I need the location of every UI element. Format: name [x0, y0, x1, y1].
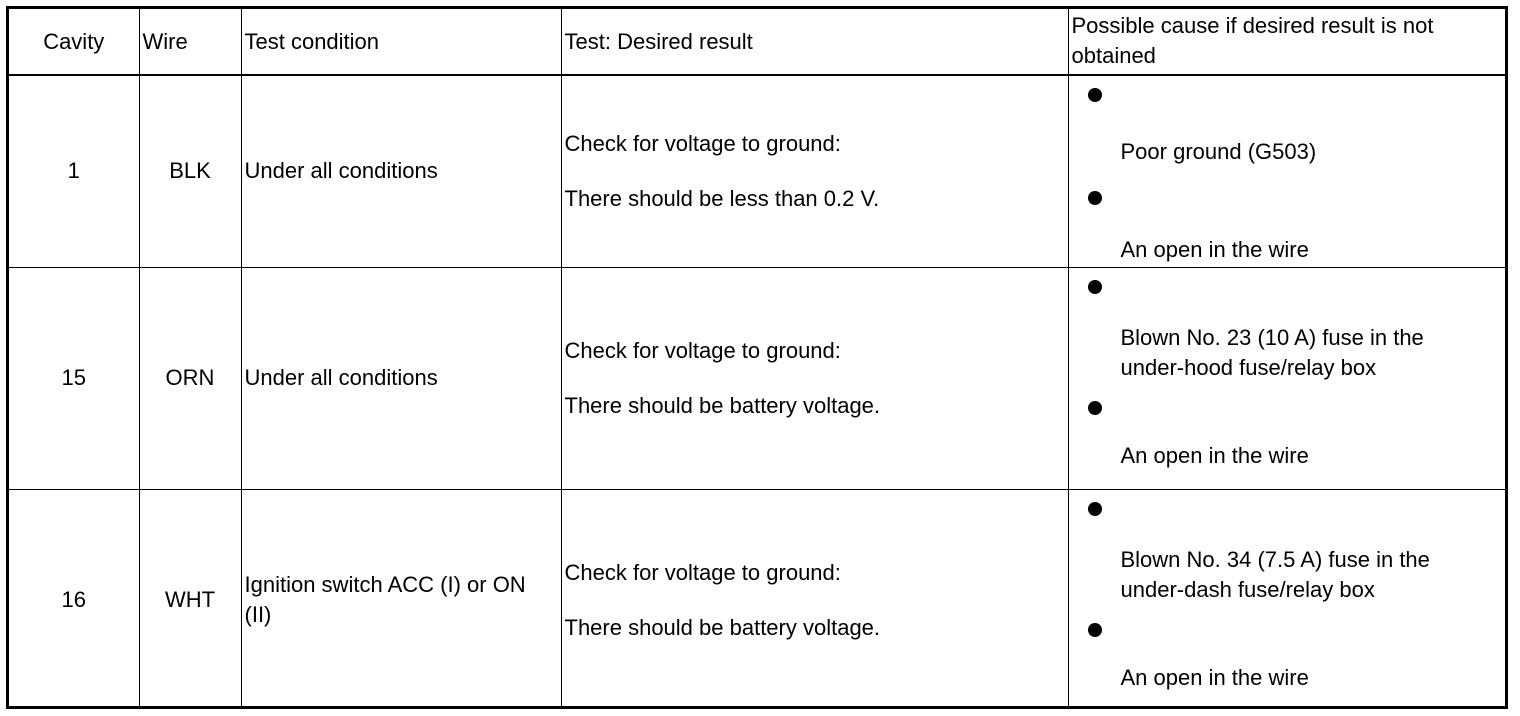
bullet-icon: [1088, 88, 1102, 102]
test-condition-cell: [241, 75, 561, 267]
cause-text: Poor ground (G503): [1120, 139, 1317, 164]
possible-cause-cell: [1068, 75, 1505, 267]
result-check-text: Check for voltage to ground:: [564, 130, 841, 156]
bullet-icon: [1088, 623, 1102, 637]
result-expect-text: There should be battery voltage.: [564, 614, 881, 640]
cause-text: Blown No. 23 (10 A) fuse in the under-hood fuse/relay box: [1120, 324, 1424, 380]
wire-color-cell: BLK: [139, 75, 241, 267]
cause-item: [1069, 88, 1506, 167]
test-condition-cell: [241, 267, 561, 489]
table-row: [9, 489, 1505, 709]
wire-color-cell: WHT: [139, 489, 241, 709]
desired-result-cell: [561, 75, 1068, 267]
test-condition-text: Under all conditions: [244, 158, 438, 184]
bullet-icon: [1088, 401, 1102, 415]
bullet-icon: [1088, 502, 1102, 516]
cause-item: [1069, 502, 1506, 605]
table-row: [9, 75, 1505, 267]
possible-cause-cell: [1068, 489, 1505, 709]
cavity-cell: 1: [9, 75, 139, 267]
header-test-condition: Test condition: [241, 9, 561, 75]
result-check-text: Check for voltage to ground:: [564, 337, 841, 363]
result-expect-text: There should be battery voltage.: [564, 392, 881, 418]
cause-item: [1069, 191, 1506, 265]
cause-item: [1069, 401, 1506, 471]
test-condition-text: Under all conditions: [244, 365, 438, 390]
test-condition-text: Ignition switch ACC (I) or ON (II): [244, 572, 526, 628]
header-desired-result: Test: Desired result: [561, 9, 1068, 75]
diagnostic-table-frame: [6, 6, 1508, 709]
cause-item: [1069, 623, 1506, 693]
table-header-row: [9, 9, 1505, 75]
header-possible-cause: Possible cause if desired result is not obtained: [1068, 9, 1505, 75]
wire-color-cell: ORN: [139, 267, 241, 489]
header-wire: Wire: [139, 9, 241, 75]
possible-cause-cell: [1068, 267, 1505, 489]
test-condition-cell: [241, 489, 561, 709]
header-cavity: Cavity: [9, 9, 139, 75]
result-check-text: Check for voltage to ground:: [564, 559, 841, 585]
table-row: [9, 267, 1505, 489]
desired-result-cell: [561, 489, 1068, 709]
cause-text: An open in the wire: [1120, 237, 1309, 262]
cause-text: An open in the wire: [1120, 664, 1309, 690]
bullet-icon: [1088, 280, 1102, 294]
cause-item: [1069, 280, 1506, 383]
cavity-cell: 15: [9, 267, 139, 489]
cavity-cell: 16: [9, 489, 139, 709]
cause-text: An open in the wire: [1120, 442, 1309, 468]
cause-text: Blown No. 34 (7.5 A) fuse in the under-dash fuse/relay box: [1120, 546, 1430, 602]
result-expect-text: There should be less than 0.2 V.: [564, 185, 880, 211]
desired-result-cell: [561, 267, 1068, 489]
connector-test-table: [9, 9, 1505, 709]
bullet-icon: [1088, 191, 1102, 205]
